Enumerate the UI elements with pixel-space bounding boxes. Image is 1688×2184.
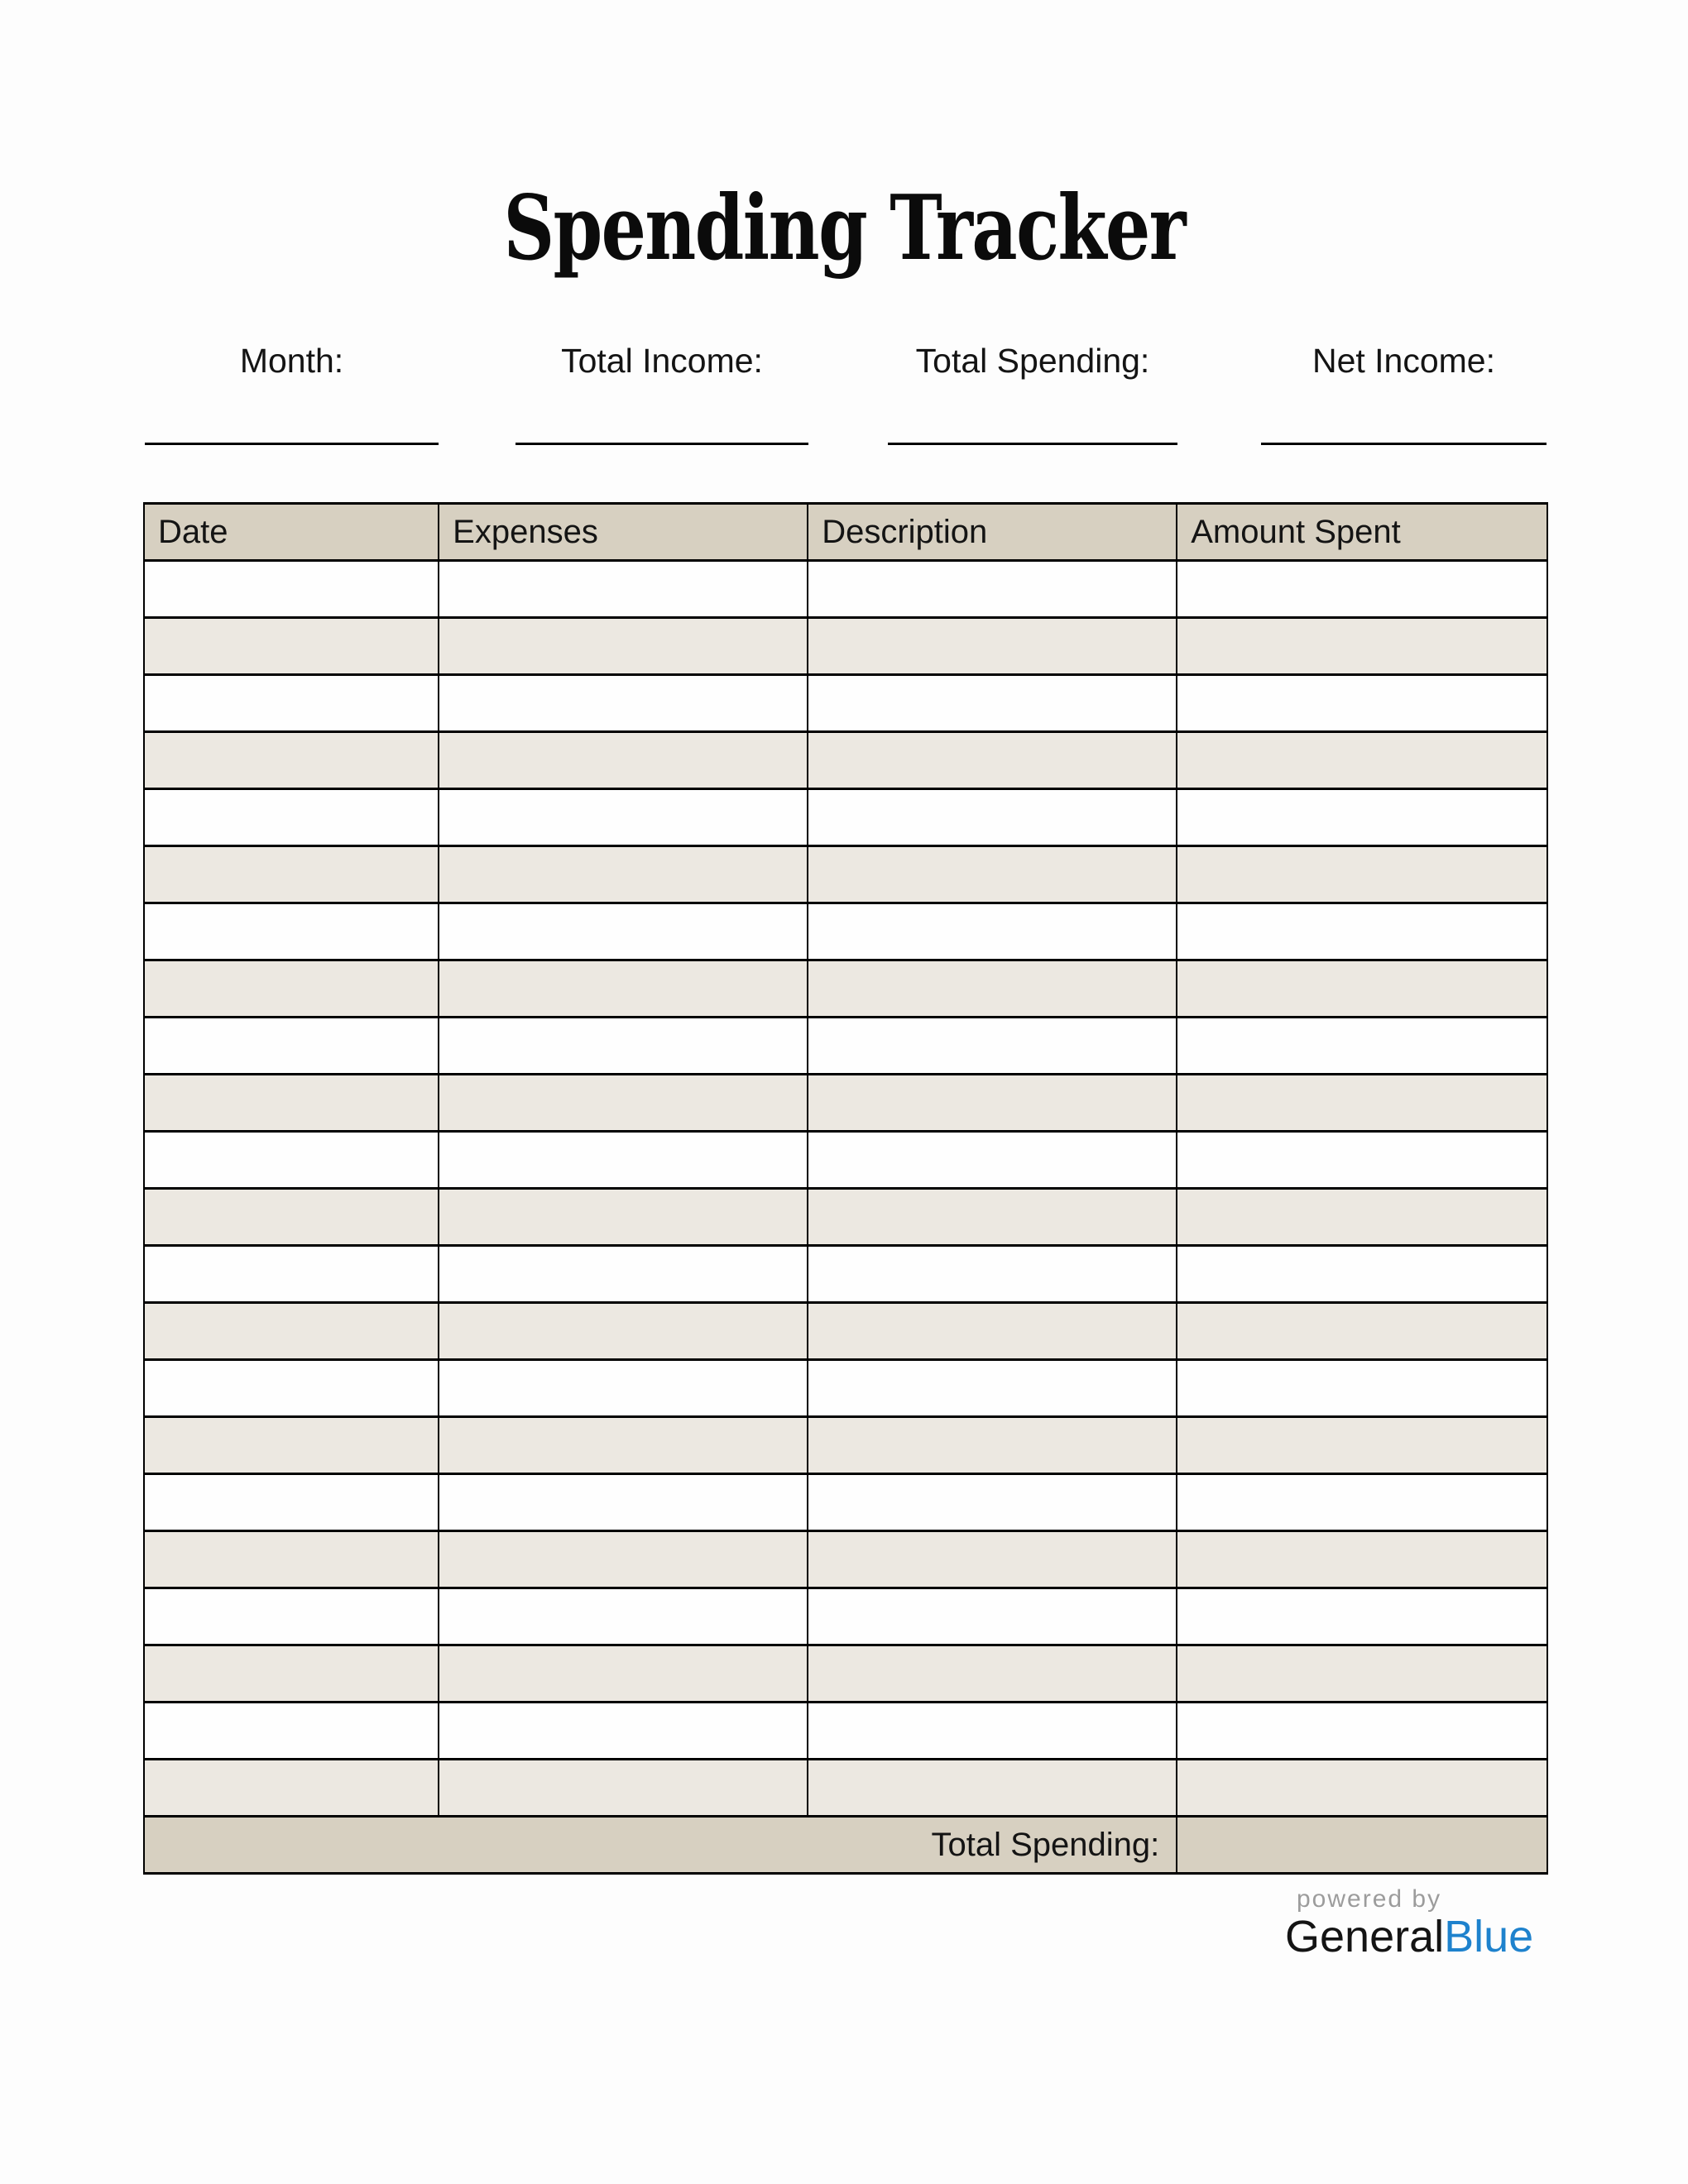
table-cell <box>808 1645 1177 1703</box>
table-cell <box>1177 1303 1547 1360</box>
total-spending-label: Total Spending: <box>915 342 1150 380</box>
table-cell <box>1177 960 1547 1018</box>
table-cell <box>808 1703 1177 1760</box>
table-cell <box>439 618 808 675</box>
table-row <box>144 732 1547 789</box>
table-row <box>144 789 1547 846</box>
table-cell <box>439 903 808 960</box>
table-cell <box>1177 1760 1547 1817</box>
table-cell <box>144 903 439 960</box>
table-cell <box>439 732 808 789</box>
spending-table-header <box>144 504 1547 561</box>
table-cell <box>439 561 808 618</box>
table-row <box>144 1246 1547 1303</box>
table-cell <box>1177 789 1547 846</box>
table-cell <box>144 1189 439 1246</box>
table-cell <box>144 1645 439 1703</box>
table-cell <box>1177 903 1547 960</box>
column-header-description: Description <box>808 504 1177 561</box>
month-label: Month: <box>239 342 344 380</box>
column-header-amount-spent: Amount Spent <box>1177 504 1547 561</box>
table-cell <box>808 618 1177 675</box>
table-cell <box>1177 1645 1547 1703</box>
table-cell <box>1177 1531 1547 1588</box>
total-income-label: Total Income: <box>561 342 763 380</box>
table-row <box>144 675 1547 732</box>
table-row <box>144 1303 1547 1360</box>
table-cell <box>1177 675 1547 732</box>
table-cell <box>144 1360 439 1417</box>
table-cell <box>144 1417 439 1474</box>
spending-table <box>143 502 1548 1875</box>
table-cell <box>144 675 439 732</box>
table-cell <box>144 1246 439 1303</box>
table-cell <box>439 1303 808 1360</box>
table-row <box>144 1588 1547 1645</box>
net-income-field <box>1261 342 1547 445</box>
table-cell <box>808 789 1177 846</box>
column-header-date: Date <box>144 504 439 561</box>
table-cell <box>808 1474 1177 1531</box>
table-cell <box>439 1075 808 1132</box>
table-cell <box>808 1417 1177 1474</box>
table-cell <box>144 789 439 846</box>
spending-table-footer <box>144 1817 1547 1874</box>
spending-table-body <box>144 561 1547 1817</box>
table-cell <box>808 675 1177 732</box>
table-cell <box>808 1360 1177 1417</box>
table-cell <box>144 1531 439 1588</box>
table-cell <box>808 1018 1177 1075</box>
brand-wordmark <box>1285 1913 1533 1961</box>
table-cell <box>808 1760 1177 1817</box>
table-cell <box>1177 846 1547 903</box>
table-cell <box>144 1474 439 1531</box>
table-cell <box>439 846 808 903</box>
table-row <box>144 1075 1547 1132</box>
table-cell <box>439 1760 808 1817</box>
table-cell <box>808 561 1177 618</box>
table-cell <box>144 1703 439 1760</box>
table-row <box>144 618 1547 675</box>
table-cell <box>144 1018 439 1075</box>
table-cell <box>144 1075 439 1132</box>
table-cell <box>439 1246 808 1303</box>
table-cell <box>144 618 439 675</box>
table-row <box>144 1645 1547 1703</box>
total-spending-footer-value <box>1177 1817 1547 1874</box>
table-cell <box>1177 1360 1547 1417</box>
table-row <box>144 1132 1547 1189</box>
table-cell <box>439 789 808 846</box>
table-cell <box>808 1303 1177 1360</box>
total-income-field <box>516 342 808 445</box>
total-spending-row <box>144 1817 1547 1874</box>
table-cell <box>439 675 808 732</box>
table-cell <box>1177 1474 1547 1531</box>
table-cell <box>439 1189 808 1246</box>
table-cell <box>808 1531 1177 1588</box>
table-cell <box>1177 618 1547 675</box>
net-income-label: Net Income: <box>1312 342 1496 380</box>
table-row <box>144 846 1547 903</box>
table-cell <box>439 1018 808 1075</box>
table-cell <box>1177 561 1547 618</box>
table-cell <box>439 1132 808 1189</box>
table-row <box>144 1417 1547 1474</box>
table-cell <box>1177 1703 1547 1760</box>
total-spending-field <box>888 342 1177 445</box>
table-cell <box>808 1189 1177 1246</box>
brand-logo <box>1285 1886 1533 1961</box>
table-cell <box>144 1588 439 1645</box>
table-cell <box>1177 732 1547 789</box>
page-title <box>0 176 1688 280</box>
table-cell <box>1177 1018 1547 1075</box>
table-cell <box>439 1645 808 1703</box>
table-cell <box>808 846 1177 903</box>
table-cell <box>808 960 1177 1018</box>
table-cell <box>144 846 439 903</box>
table-cell <box>144 1760 439 1817</box>
table-cell <box>439 1474 808 1531</box>
table-cell <box>439 1360 808 1417</box>
powered-by-text: powered by <box>1297 1885 1442 1913</box>
table-cell <box>808 1075 1177 1132</box>
table-row <box>144 561 1547 618</box>
table-row <box>144 1360 1547 1417</box>
table-cell <box>144 1303 439 1360</box>
table-row <box>144 903 1547 960</box>
table-cell <box>439 960 808 1018</box>
column-header-expenses: Expenses <box>439 504 808 561</box>
header-row <box>144 504 1547 561</box>
table-cell <box>1177 1075 1547 1132</box>
table-row <box>144 1474 1547 1531</box>
table-cell <box>1177 1246 1547 1303</box>
brand-blue-text: Blue <box>1444 1912 1534 1962</box>
table-row <box>144 1703 1547 1760</box>
table-cell <box>144 960 439 1018</box>
table-cell <box>439 1703 808 1760</box>
table-cell <box>439 1531 808 1588</box>
table-cell <box>144 561 439 618</box>
table-cell <box>808 1588 1177 1645</box>
table-row <box>144 1531 1547 1588</box>
table-cell <box>808 1132 1177 1189</box>
table-cell <box>808 1246 1177 1303</box>
page-title-text: Spending Tracker <box>503 176 1185 280</box>
table-row <box>144 1760 1547 1817</box>
table-cell <box>808 903 1177 960</box>
table-cell <box>1177 1588 1547 1645</box>
table-row <box>144 960 1547 1018</box>
brand-general-text: General <box>1285 1912 1445 1962</box>
table-row <box>144 1018 1547 1075</box>
table-cell <box>144 732 439 789</box>
total-spending-footer-label: Total Spending: <box>144 1817 1177 1874</box>
table-cell <box>439 1588 808 1645</box>
table-cell <box>1177 1132 1547 1189</box>
table-row <box>144 1189 1547 1246</box>
table-cell <box>1177 1189 1547 1246</box>
table-cell <box>808 732 1177 789</box>
table-cell <box>144 1132 439 1189</box>
table-cell <box>439 1417 808 1474</box>
month-field <box>145 342 439 445</box>
table-cell <box>1177 1417 1547 1474</box>
